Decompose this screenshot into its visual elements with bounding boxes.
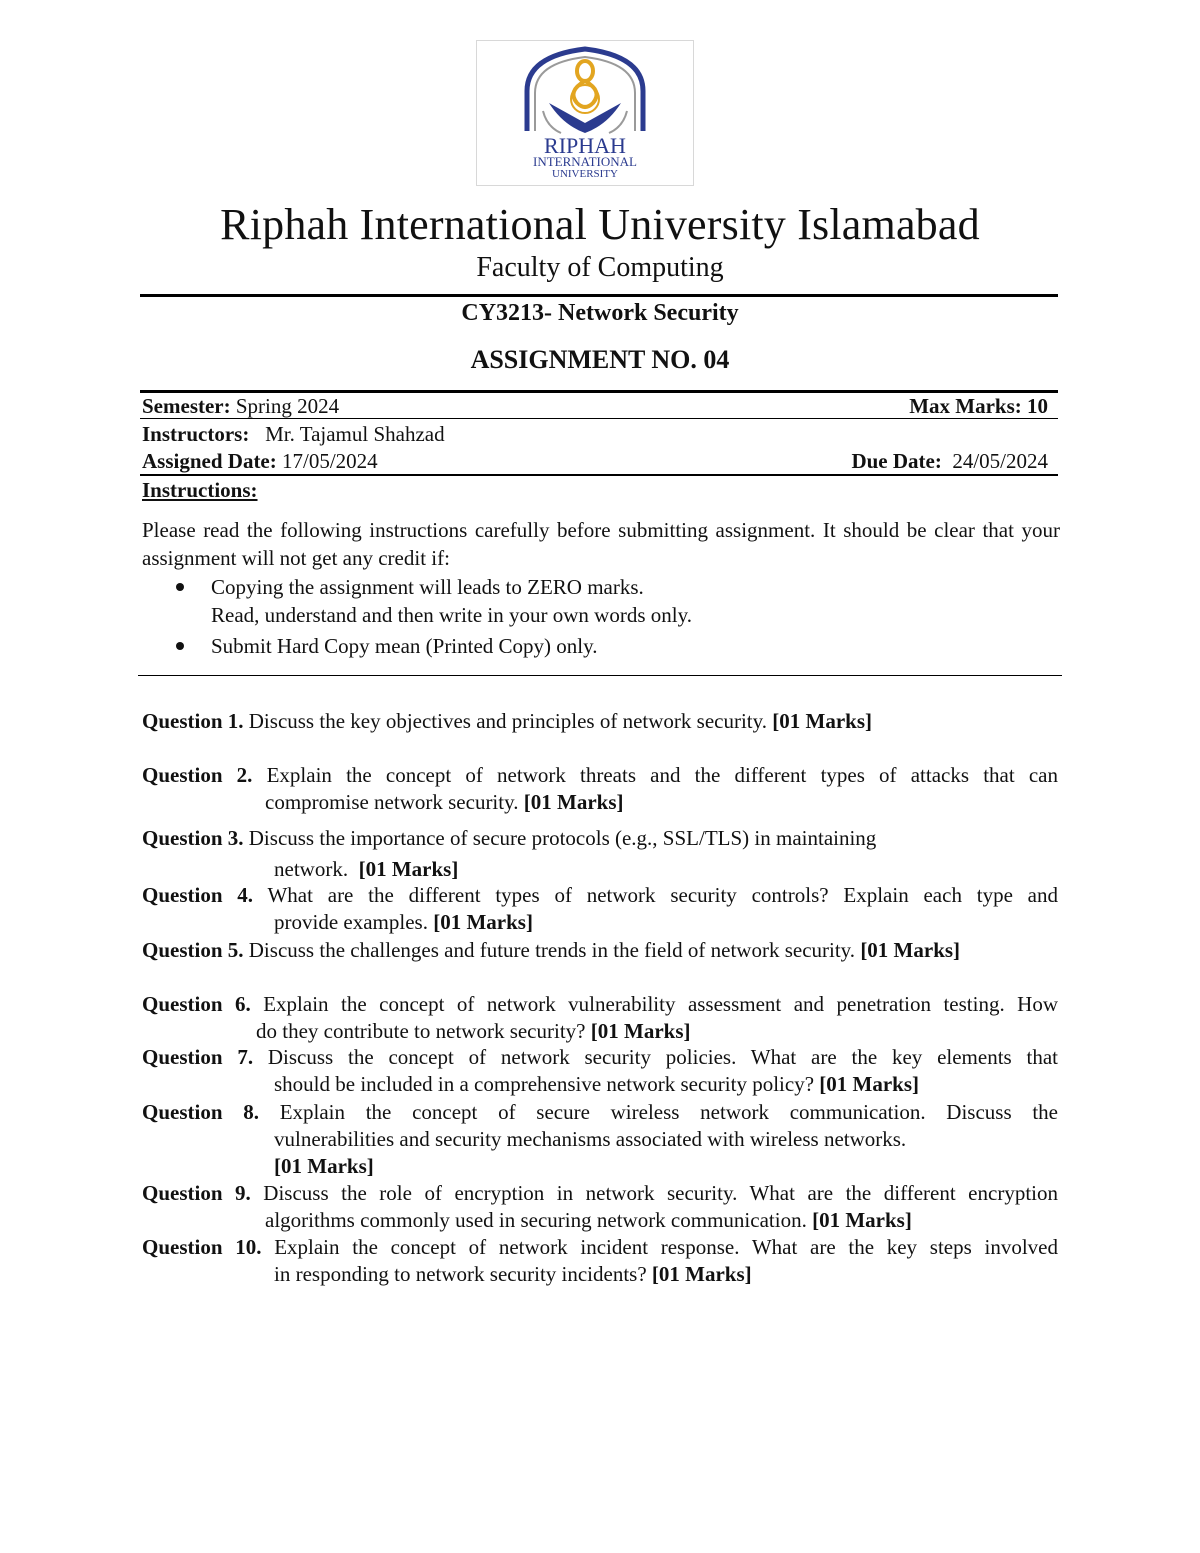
question-text: Discuss the importance of secure protocols (e.g., SSL/TLS) in maintaining [243,826,877,850]
max-marks-value: 10 [1021,394,1048,418]
question-text-cont: in responding to network security incidents? [274,1262,652,1286]
assigned-date-label: Assigned Date: [142,449,277,473]
due-date-label: Due Date: [851,449,942,473]
question-marks: [01 Marks] [772,709,873,733]
question-label: Question 7. [142,1045,254,1069]
question-text-cont: compromise network security. [265,790,524,814]
bullet-icon [176,642,184,650]
due-date-value: 24/05/2024 [941,449,1048,473]
question-marks: [01 Marks] [860,938,961,962]
faculty-name: Faculty of Computing [476,252,724,283]
instruction-bullet-1-cont: Read, understand and then write in your own words only. [211,603,692,627]
question-label: Question 9. [142,1181,251,1205]
instruction-bullet-2: Submit Hard Copy mean (Printed Copy) only. [211,634,598,658]
question-text-cont: do they contribute to network security? [256,1019,591,1043]
question-2 [142,762,1058,816]
question-text-cont: should be included in a comprehensive network security policy? [274,1072,820,1096]
bullet-icon [176,583,184,591]
question-text: Explain the concept of secure wireless network communication. Discuss the [258,1100,1058,1124]
question-marks: [01 Marks] [590,1019,691,1043]
question-4 [142,882,1058,936]
question-label: Question 6. [142,992,251,1016]
question-text-cont: provide examples. [274,910,434,934]
question-label: Question 3. [142,826,244,850]
question-text: Explain the concept of network incident response. What are the key steps involved [261,1235,1058,1259]
instructions-heading: Instructions: [142,478,258,502]
course-title: CY3213- Network Security [461,300,739,326]
svg-text:INTERNATIONAL: INTERNATIONAL [533,154,637,169]
max-marks [909,393,1048,419]
question-text: Discuss the role of encryption in network security. What are the different encryption [250,1181,1058,1205]
divider-info-1 [140,418,1058,419]
question-text: Discuss the challenges and future trends in the field of network security. [243,938,861,962]
question-marks: [01 Marks] [274,1154,374,1178]
question-label: Question 5. [142,938,244,962]
svg-text:RIPHAH: RIPHAH [544,133,626,158]
question-7 [142,1044,1058,1098]
max-marks-label: Max Marks: [909,394,1022,418]
divider-questions [138,675,1062,676]
question-5 [142,937,1058,964]
svg-text:UNIVERSITY: UNIVERSITY [552,168,618,180]
due-date [851,448,1048,474]
question-label: Question 10. [142,1235,262,1259]
riphah-logo-icon [477,41,693,185]
assigned-date-value: 17/05/2024 [276,449,378,473]
question-text: What are the different types of network security controls? Explain each type and [253,883,1059,907]
question-marks: [01 Marks] [433,910,533,934]
question-6 [142,991,1058,1045]
question-8 [142,1099,1058,1180]
question-text: Discuss the concept of network security policies. What are the key elements that [253,1045,1059,1069]
question-text: Explain the concept of network threats and the different types of attacks that can [252,763,1058,787]
university-title: Riphah International University Islamabad [220,200,980,249]
question-marks: [01 Marks] [523,790,624,814]
question-label: Question 4. [142,883,254,907]
instructions-intro: Please read the following instructions carefully before submitting assignment. It should be clear that your assignment will not get any credit if: [142,518,1060,570]
instructions-heading-row [142,477,1048,503]
question-marks: [01 Marks] [819,1072,919,1096]
instructors-row [142,421,1048,447]
question-marks: [01 Marks] [812,1208,912,1232]
question-1 [142,708,1058,735]
question-text-cont: network. [274,857,359,881]
question-10 [142,1234,1058,1288]
semester-row [142,393,1048,419]
question-9 [142,1180,1058,1234]
instruction-bullet-1: Copying the assignment will leads to ZERO marks. [211,575,644,599]
divider-info-bottom [140,474,1058,476]
instructors-label: Instructors: [142,422,250,446]
question-label: Question 1. [142,709,244,733]
question-marks: [01 Marks] [651,1262,752,1286]
question-text-cont: algorithms commonly used in securing network communication. [265,1208,813,1232]
question-text: Discuss the key objectives and principles of network security. [243,709,773,733]
question-label: Question 2. [142,763,253,787]
semester-value: Spring 2024 [230,394,340,418]
question-marks: [01 Marks] [358,857,459,881]
instructors-value: Mr. Tajamul Shahzad [249,422,445,446]
assignment-title: ASSIGNMENT NO. 04 [470,345,730,374]
dates-row [142,448,1048,474]
question-text-cont: vulnerabilities and security mechanisms associated with wireless networks. [274,1127,907,1151]
university-logo [476,40,694,186]
semester-label: Semester: [142,394,231,418]
question-3 [142,823,1058,885]
question-text: Explain the concept of network vulnerability assessment and penetration testing. How [250,992,1059,1016]
question-label: Question 8. [142,1100,259,1124]
